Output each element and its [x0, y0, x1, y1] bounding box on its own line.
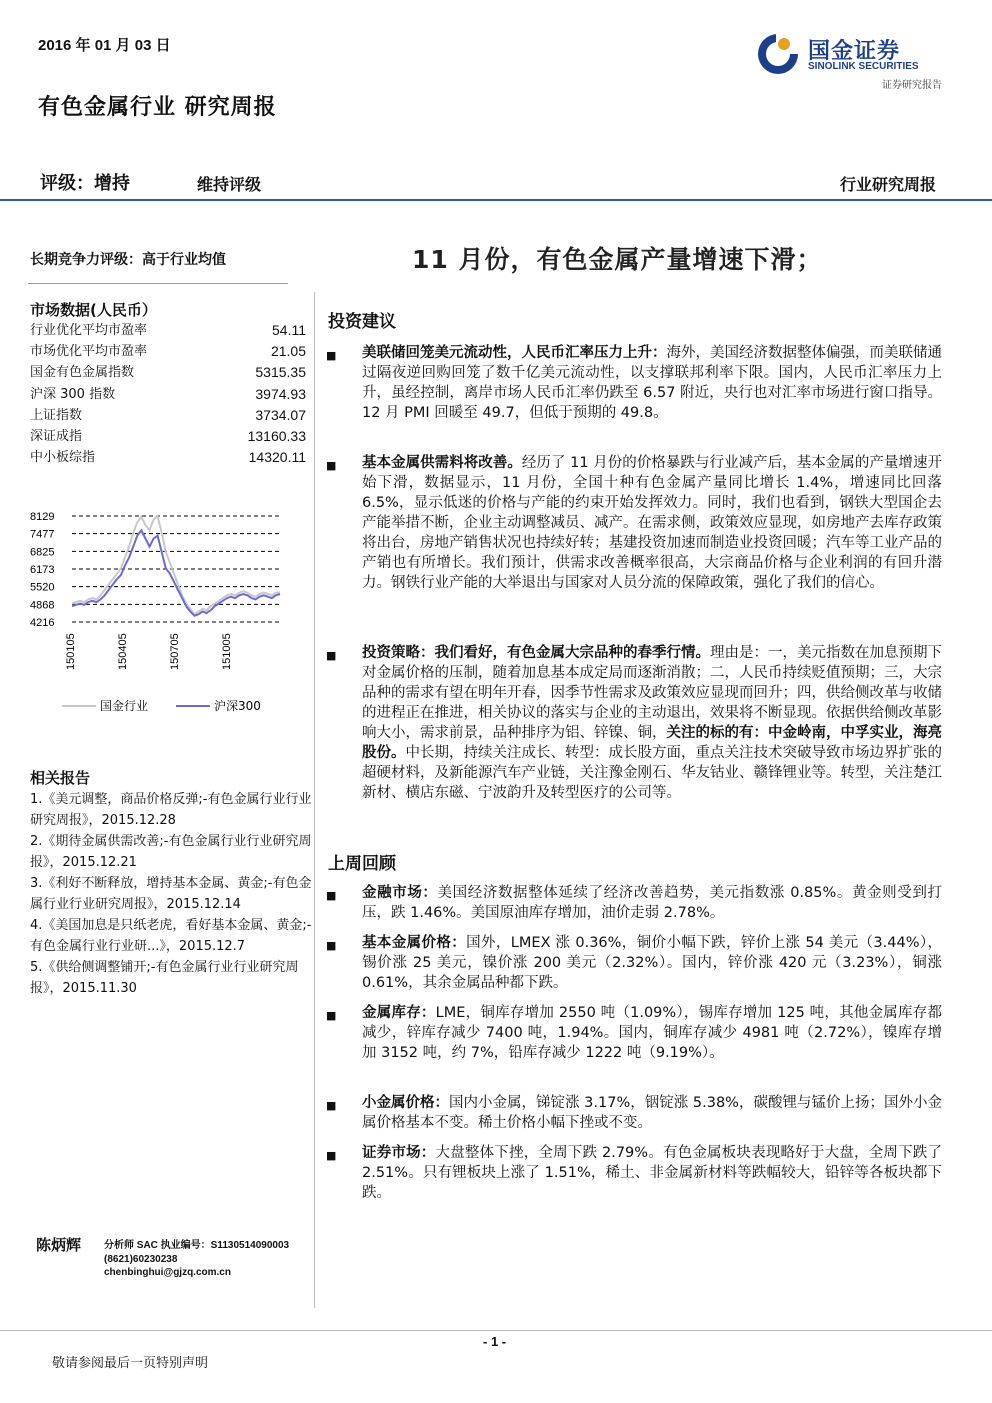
- x-tick-label: 151005: [221, 633, 233, 670]
- market-value: 13160.33: [247, 427, 306, 444]
- bullet-body: 理由是：一，美元指数在加息预期下对金属价格的压制，随着加息基本成定局而逐渐消散；二，人民币持续贬值预期；三，大宗品种的需求有望在明年开春，因季节性需求及政策效应显现而回升；四，供给侧改革与收储的进程正在推进，相关协议的落实与企业的主动退出，效果将不断显现。依据供给侧改革影响大小，需求前景，品种排序为铝、锌镍、铜，: [362, 645, 942, 741]
- report-date: 2016 年 01 月 03 日: [38, 37, 171, 54]
- bullet-text: [362, 453, 942, 593]
- series-line: [72, 530, 280, 615]
- x-tick-label: 150405: [117, 633, 129, 670]
- market-row: [30, 341, 306, 362]
- market-label: 市场优化平均市盈率: [30, 344, 148, 360]
- invest-title: 投资建议: [328, 312, 396, 332]
- bullet-item: [326, 1093, 942, 1133]
- report-title: 有色金属行业 研究周报: [38, 95, 277, 120]
- x-tick-label: 150105: [65, 633, 77, 670]
- legend-label: 国金行业: [100, 699, 149, 713]
- bullet-text: [362, 933, 942, 993]
- bullet-body: 经历了 11 月份的价格暴跌与行业减产后，基本金属的产量增速开始下滑，数据显示，11 月份，全国十种有色金属产量同比增长 1.4%，增速同比回落 6.5%，显示低迷的价格与产能的约束开始发挥效力。同时，我们也看到，钢铁大型国企去产能举措不断，企业主动调整减员、减产。在需求侧，政策效应显现，如房地产去库存政策将出台，房地产销售状况也持续好转；基建投资加速而制造业投资回暖；汽车等工业产品的产销也有所增长。我们预计，供需求改善概率很高，大宗商品价格与企业利润的有回升潜力。钢铁行业产能的大举退出与国家对人员分流的保障政策，强化了我们的信心。: [362, 455, 942, 591]
- bullet-item: [326, 933, 942, 993]
- y-tick-label: 4216: [30, 617, 55, 629]
- bullet-text: [362, 643, 942, 803]
- bullet-item: [326, 883, 942, 923]
- y-tick-label: 4868: [30, 599, 55, 612]
- related-report-item[interactable]: 1.《美元调整，商品价格反弹;-有色金属行业行业研究周报》，2015.12.28: [30, 792, 312, 828]
- company-logo: [756, 30, 946, 90]
- logo-subtitle: 证券研究报告: [882, 80, 942, 91]
- bullet-body: 大盘整体下挫，全周下跌 2.79%。有色金属板块表现略好于大盘，全周下跌了 2.51%。只有锂板块上涨了 1.51%，稀土、非金属新材料等跌幅较大，铅锌等各板块都下跌。: [362, 1145, 943, 1201]
- market-value: 14320.11: [248, 449, 306, 466]
- related-report-item[interactable]: 3.《利好不断释放，增持基本金属、黄金;-有色金属行业行业研究周报》，2015.12.14: [30, 876, 312, 912]
- y-tick-label: 7477: [30, 528, 55, 541]
- market-label: 国金有色金属指数: [30, 365, 135, 381]
- bullet-bold: 小金属价格：: [362, 1095, 450, 1111]
- index-chart: [28, 500, 288, 730]
- market-label: 沪深 300 指数: [30, 386, 116, 402]
- y-tick-label: 8129: [30, 511, 55, 523]
- bullet-text: [362, 1093, 942, 1133]
- bullet-bold: 投资策略：我们看好，有色金属大宗品种的春季行情。: [362, 645, 710, 661]
- market-value: 3734.07: [255, 406, 306, 423]
- bullet-bold: 关注的标的有：中金岭南，中孚实业，海亮股份。: [362, 725, 942, 761]
- bullet-bold: 金属库存：: [362, 1005, 436, 1021]
- bullet-marker-icon: ■: [326, 649, 337, 662]
- bullet-marker-icon: ■: [326, 1149, 337, 1162]
- x-tick-label: 150705: [169, 633, 181, 670]
- bullet-marker-icon: ■: [326, 459, 337, 472]
- market-row: [30, 405, 306, 426]
- bullet-body: LME，铜库存增加 2550 吨（1.09%），锡库存增加 125 吨，其他金属库存都减少，锌库存减少 7400 吨，1.94%。国内，铜库存减少 4981 吨（2.72%），镍库存增加 3152 吨，约 7%，铅库存减少 1222 吨（9.19%）。: [362, 1005, 943, 1061]
- y-tick-label: 6825: [30, 546, 55, 559]
- report-type: 行业研究周报: [839, 175, 936, 194]
- bullet-text: [362, 1003, 942, 1063]
- bullet-item: [326, 453, 942, 593]
- bullet-marker-icon: ■: [326, 349, 337, 362]
- page-number: - 1 -: [483, 1334, 507, 1349]
- author-line: (8621)60230238: [104, 1253, 178, 1265]
- market-data-title: 市场数据(人民币）: [30, 301, 157, 319]
- market-row: [30, 362, 306, 383]
- bullet-body: 国内小金属，锑锭涨 3.17%，铟锭涨 5.38%，碳酸锂与锰价上扬；国外小金属价格基本不变。稀土价格小幅下挫或不变。: [362, 1095, 943, 1131]
- bullet-item: [326, 643, 942, 803]
- market-value: 21.05: [270, 343, 306, 360]
- market-row: [30, 447, 306, 468]
- market-label: 中小板综指: [30, 450, 96, 466]
- market-row: [30, 320, 306, 341]
- y-tick-label: 6173: [30, 564, 55, 576]
- market-value: 54.11: [272, 322, 306, 338]
- market-label: 深证成指: [30, 428, 83, 444]
- bullet-text: [362, 883, 942, 923]
- author-info: [104, 1239, 289, 1280]
- rating-note: 维持评级: [197, 175, 262, 194]
- market-row: [30, 426, 306, 447]
- market-label: 行业优化平均市盈率: [30, 323, 148, 338]
- market-label: 上证指数: [30, 407, 83, 423]
- y-tick-label: 5520: [30, 581, 55, 594]
- author-name: 陈炳辉: [36, 1236, 82, 1254]
- bullet-item: [326, 1143, 942, 1203]
- bullet-bold: 基本金属价格：: [362, 935, 467, 951]
- market-row: [30, 384, 306, 405]
- logo-cn-text: 国金证券: [808, 39, 901, 64]
- bullet-body: 海外，美国经济数据整体偏强，而美联储通过隔夜逆回购回笼了数千亿美元流动性，以支撑联邦利率下限。国内，人民币汇率压力上升，虽经控制，离岸市场人民币汇率仍跌至 6.57 附近，央行也对汇率市场进行窗口指导。12 月 PMI 回暖至 49.7，但低于预期的 49.8。: [362, 345, 942, 421]
- series-line: [72, 516, 280, 614]
- bullet-text: [362, 1143, 942, 1203]
- related-report-item[interactable]: 2.《期待金属供需改善;-有色金属行业行业研究周报》，2015.12.21: [30, 834, 312, 870]
- related-report-item[interactable]: 5.《供给侧调整铺开;-有色金属行业行业研究周报》，2015.11.30: [30, 960, 299, 996]
- market-value: 3974.93: [255, 385, 306, 402]
- bullet-text: [362, 343, 942, 423]
- author-line: 分析师 SAC 执业编号：S1130514090003: [104, 1240, 290, 1251]
- bullet-bold: 金融市场：: [362, 885, 438, 901]
- rating: 评级：增持: [40, 173, 130, 194]
- market-value: 5315.35: [255, 364, 306, 381]
- bullet-bold: 美联储回笼美元流动性，人民币汇率压力上升：: [362, 345, 667, 361]
- header-divider: [0, 199, 992, 201]
- headline: 11 月份，有色金属产量增速下滑；: [412, 245, 823, 274]
- review-title: 上周回顾: [328, 854, 396, 874]
- bullet-body: 美国经济数据整体延续了经济改善趋势，美元指数涨 0.85%。黄金则受到打压，跌 1.46%。美国原油库存增加，油价走弱 2.78%。: [362, 885, 942, 921]
- bullet-body: 中长期，持续关注成长、转型：成长股方面，重点关注技术突破导致市场边界扩张的超硬材料，及新能源汽车产业链，关注豫金刚石、华友钴业、赣锋锂业等。转型，关注楚江新材、横店东磁、宁波韵升及转型医疗的公司等。: [362, 745, 942, 801]
- long-term-rating: 长期竞争力评级：高于行业均值: [30, 252, 226, 268]
- bullet-bold: 基本金属供需料将改善。: [362, 455, 522, 471]
- bullet-marker-icon: ■: [326, 889, 337, 902]
- column-divider: [314, 292, 315, 1308]
- logo-en-text: SINOLINK SECURITIES: [808, 61, 919, 72]
- related-report-item[interactable]: 4.《美国加息是只纸老虎，看好基本金属、黄金;-有色金属行业行业研...》，2015.12.7: [30, 918, 312, 954]
- sinolink-logo-icon: [756, 32, 800, 76]
- related-reports-title: 相关报告: [30, 769, 91, 787]
- market-data-table: [30, 320, 306, 468]
- bullet-bold: 证券市场：: [362, 1145, 436, 1161]
- disclaimer: 敬请参阅最后一页特别声明: [52, 1356, 209, 1371]
- bullet-marker-icon: ■: [326, 939, 337, 952]
- author-line: chenbinghui@gjzq.com.cn: [104, 1267, 231, 1278]
- bullet-item: [326, 1003, 942, 1063]
- bullet-item: [326, 343, 942, 423]
- legend-label: 沪深300: [214, 699, 261, 713]
- bullet-body: 国外，LMEX 涨 0.36%，铜价小幅下跌，锌价上涨 54 美元（3.44%），锡价涨 25 美元，镍价涨 200 美元（2.32%）。国内，锌价涨 420 元（3.23%），铜涨 0.61%，其余金属品种都下跌。: [362, 935, 943, 991]
- footer-divider: [0, 1330, 992, 1331]
- related-reports-list: [30, 790, 320, 1000]
- bullet-marker-icon: ■: [326, 1009, 337, 1022]
- sidebar-divider: [28, 283, 288, 284]
- bullet-marker-icon: ■: [326, 1099, 337, 1112]
